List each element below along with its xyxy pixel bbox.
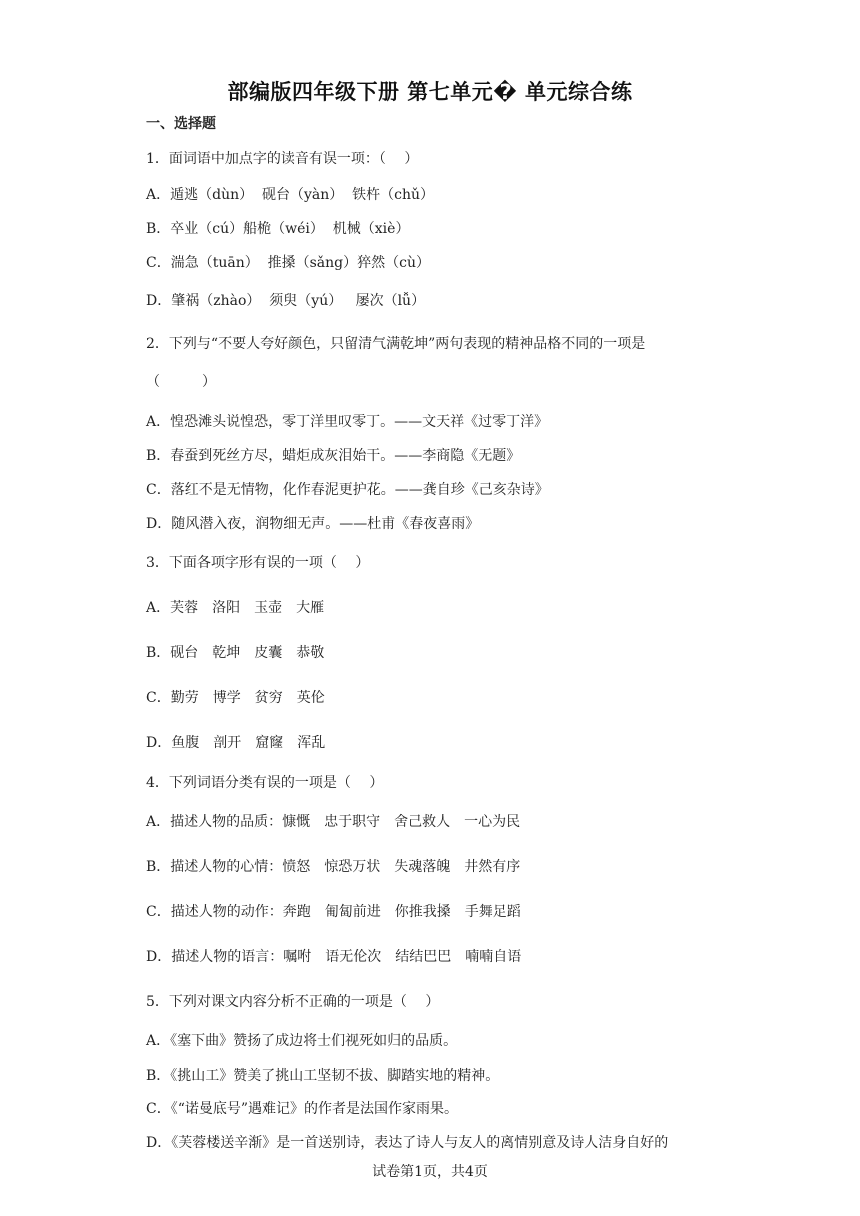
page-footer: 试卷第1页，共4页 xyxy=(372,1164,488,1180)
question-3-option-a: A．芙蓉 洛阳 玉壶 大雁 xyxy=(146,600,325,616)
question-5-option-c: C．《“诺曼底号”遇难记》的作者是法国作家雨果。 xyxy=(146,1101,459,1117)
document-title: 部编版四年级下册 第七单元� 单元综合练 xyxy=(227,80,633,104)
question-4-option-a: A．描述人物的品质：慷慨 忠于职守 舍己救人 一心为民 xyxy=(146,814,521,830)
question-4-option-c: C．描述人物的动作：奔跑 匍匐前进 你推我搡 手舞足蹈 xyxy=(146,904,521,920)
question-2-option-d: D．随风潜入夜，润物细无声。——杜甫《春夜喜雨》 xyxy=(146,516,480,532)
question-2-option-a: A．惶恐滩头说惶恐，零丁洋里叹零丁。——文天祥《过零丁洋》 xyxy=(146,414,549,430)
question-2-option-b: B．春蚕到死丝方尽，蜡炬成灰泪始干。——李商隐《无题》 xyxy=(146,448,521,464)
question-1-option-d: D．肇祸（zhào） 须臾（yú） 屡次（lǚ） xyxy=(146,293,426,309)
question-4-option-b: B．描述人物的心情：愤怒 惊恐万状 失魂落魄 井然有序 xyxy=(146,859,521,875)
question-4-option-d: D．描述人物的语言：嘱咐 语无伦次 结结巴巴 喃喃自语 xyxy=(146,949,522,965)
question-3-option-b: B．砚台 乾坤 皮囊 恭敬 xyxy=(146,645,325,661)
question-5-option-b: B．《挑山工》赞美了挑山工坚韧不拔、脚踏实地的精神。 xyxy=(146,1068,500,1084)
question-5-option-d: D．《芙蓉楼送辛渐》是一首送别诗，表达了诗人与友人的离情别意及诗人洁身自好的 xyxy=(146,1135,669,1151)
question-1-stem: 1．面词语中加点字的读音有误一项：（ ） xyxy=(146,151,419,167)
question-2-stem-cont: （ ） xyxy=(146,374,216,390)
question-4-stem: 4．下列词语分类有误的一项是（ ） xyxy=(146,775,384,791)
section-title: 一、选择题 xyxy=(146,116,216,132)
question-3-option-c: C．勤劳 博学 贫穷 英伦 xyxy=(146,690,325,706)
question-2-option-c: C．落红不是无情物，化作春泥更护花。——龚自珍《己亥杂诗》 xyxy=(146,482,549,498)
question-1-option-a: A．遁逃（dùn） 砚台（yàn） 铁杵（chǔ） xyxy=(146,187,435,203)
question-5-stem: 5．下列对课文内容分析不正确的一项是（ ） xyxy=(146,994,440,1010)
question-2-stem: 2．下列与“不要人夸好颜色，只留清气满乾坤”两句表现的精神品格不同的一项是 xyxy=(146,336,646,352)
question-5-option-a: A．《塞下曲》赞扬了成边将士们视死如归的品质。 xyxy=(146,1033,458,1049)
question-3-option-d: D．鱼腹 剖开 窟窿 浑乱 xyxy=(146,735,326,751)
question-1-option-c: C．湍急（tuān） 推搡（sǎng）猝然（cù） xyxy=(146,255,430,271)
question-1-option-b: B．卒业（cú）船桅（wéi） 机械（xiè） xyxy=(146,221,410,237)
question-3-stem: 3．下面各项字形有误的一项（ ） xyxy=(146,555,370,571)
